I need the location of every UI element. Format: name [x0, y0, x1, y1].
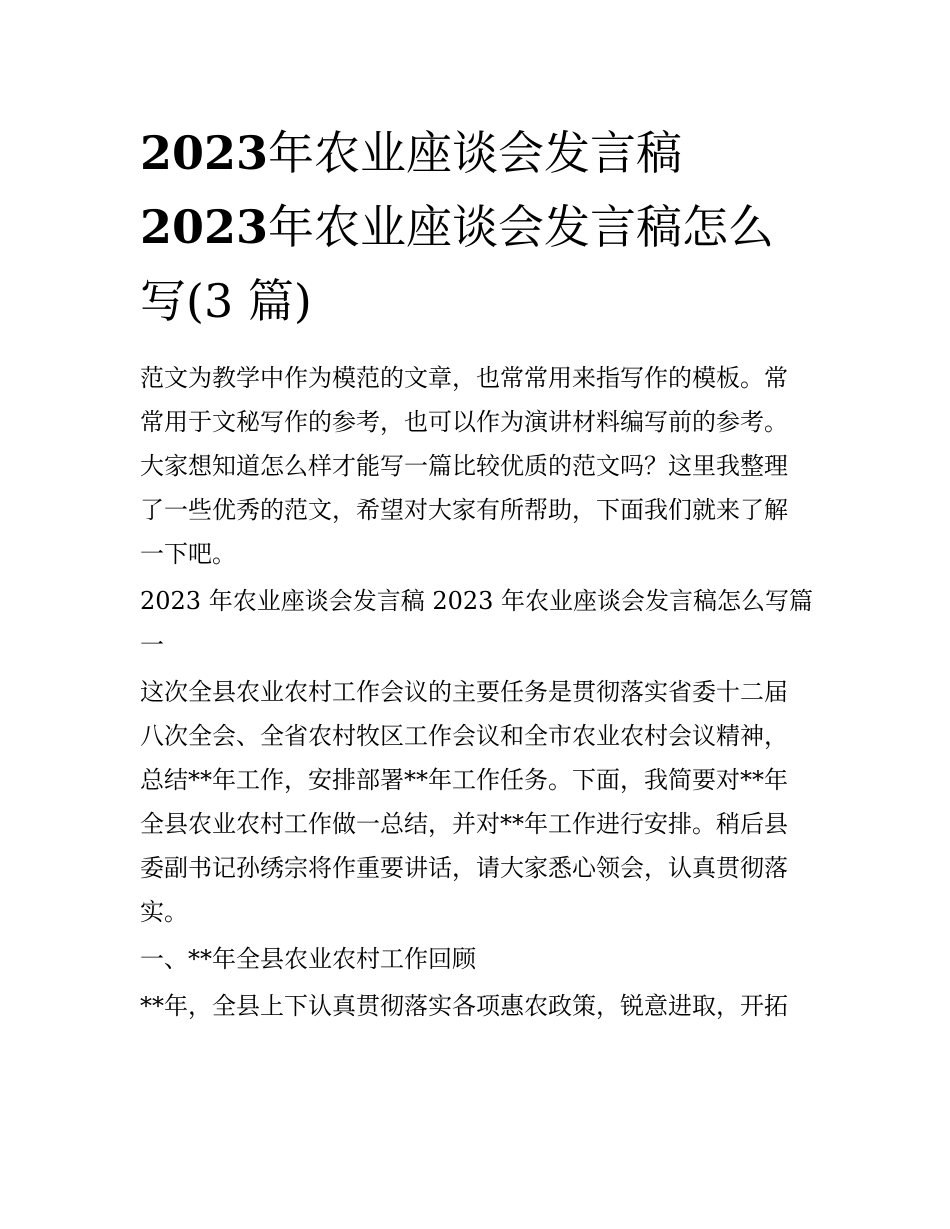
- title-text: 年农业座谈会发言稿: [268, 126, 683, 180]
- subsection-heading: [140, 937, 820, 981]
- text-line: 实。: [140, 898, 188, 926]
- title-line-1: [140, 116, 820, 190]
- body-paragraph: [140, 670, 820, 934]
- title-line-2: [140, 190, 820, 264]
- text-line: 了一些优秀的范文，希望对大家有所帮助，下面我们就来了解: [140, 496, 788, 524]
- title-line-3: [140, 264, 820, 338]
- text-line: 委副书记孙绣宗将作重要讲话，请大家悉心领会，认真贯彻落: [140, 854, 788, 882]
- text-line: **年，全县上下认真贯彻落实各项惠农政策，锐意进取，开拓: [140, 992, 788, 1020]
- text-line: 一下吧。: [140, 540, 236, 568]
- text-line: 一、**年全县农业农村工作回顾: [140, 945, 476, 973]
- text-line: 常用于文秘写作的参考，也可以作为演讲材料编写前的参考。: [140, 408, 788, 436]
- text-line: 范文为教学中作为模范的文章，也常常用来指写作的模板。常: [140, 364, 788, 392]
- title-text: 年农业座谈会发言稿怎么: [268, 200, 775, 254]
- text-line: 2023 年农业座谈会发言稿 2023 年农业座谈会发言稿怎么写篇: [140, 587, 814, 615]
- text-line: 八次全会、全省农村牧区工作会议和全市农业农村会议精神，: [140, 722, 788, 750]
- section-heading-paragraph: [140, 579, 820, 667]
- text-line: 总结**年工作，安排部署**年工作任务。下面，我简要对**年: [140, 766, 788, 794]
- title-year: 2023: [140, 126, 269, 180]
- text-line: 这次全县农业农村工作会议的主要任务是贯彻落实省委十二届: [140, 678, 788, 706]
- intro-paragraph: [140, 356, 820, 576]
- document-title: [140, 116, 820, 338]
- document-body: [140, 356, 820, 1031]
- text-line: 一: [140, 631, 164, 659]
- text-line: 大家想知道怎么样才能写一篇比较优质的范文吗？这里我整理: [140, 452, 788, 480]
- title-text: 写(3 篇): [140, 274, 312, 328]
- title-year: 2023: [140, 200, 269, 254]
- text-line: 全县农业农村工作做一总结，并对**年工作进行安排。稍后县: [140, 810, 788, 838]
- body-paragraph: [140, 984, 820, 1028]
